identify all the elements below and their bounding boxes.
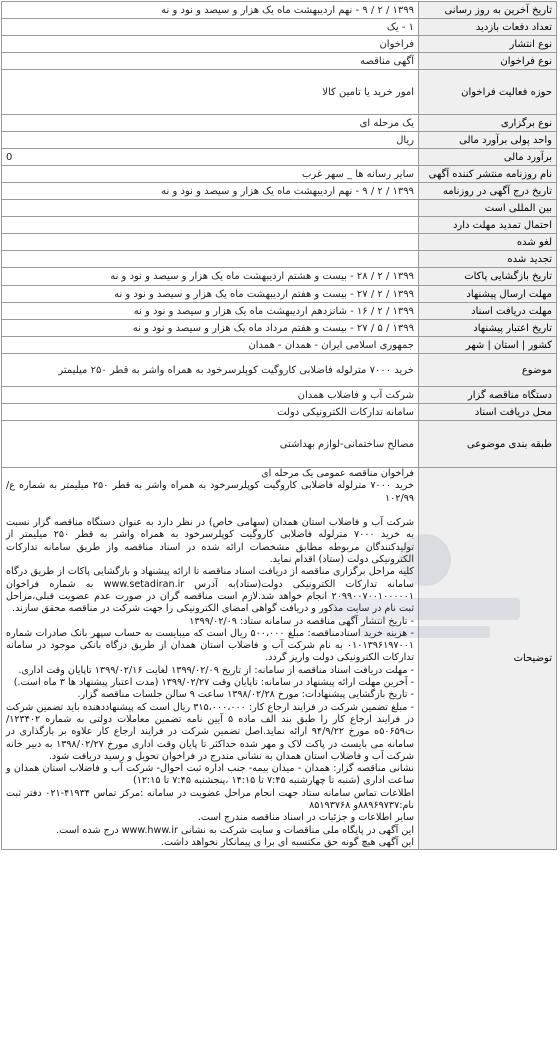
detail-row <box>2 53 557 70</box>
detail-row <box>2 387 557 404</box>
row-label: تاریخ بازگشایی پاکات <box>419 268 557 286</box>
detail-row <box>2 354 557 387</box>
row-value: ۱۳۹۹ / ۲ / ۲۷ - بیست و هفتم اردیبهشت ماه یک هزار و سیصد و نود و نه <box>2 286 419 303</box>
row-label: لغو شده <box>419 234 557 251</box>
row-value: ۱ - یک <box>2 19 419 36</box>
row-label: نوع برگزاری <box>419 115 557 132</box>
description-text <box>2 468 419 850</box>
row-label: طبقه بندی موضوعی <box>419 421 557 468</box>
row-label: کشور | استان | شهر <box>419 337 557 354</box>
description-paragraph: - تاریخ انتشار آگهی مناقصه در سامانه ستاد: ۱۳۹۹/۰۲/۰۹ <box>189 615 414 627</box>
row-label: بین المللی است <box>419 200 557 217</box>
detail-row <box>2 149 557 166</box>
description-paragraph: سایر اطلاعات و جزئیات در اسناد مناقصه مندرج است. <box>197 812 414 824</box>
description-paragraph: این آگهی هیچ گونه حق مکتسبه ای برا ی پیمانکار نخواهد داشت. <box>160 836 414 848</box>
description-paragraph: - هزینه خرید اسنادمناقصه: مبلغ ۵۰۰،۰۰۰ ریال است که میبایست به حساب سپهر بانک صادرات شماره ۰۱۰۱۳۹۶۱۹۷۰۰۱ به نام شرکت آب و فاضلاب استان همدان از طریق درگاه بانکی موجود در سامانه تدارکات الکترونیکی دولت واریز گردد. <box>6 627 414 664</box>
row-label: تجدید شده <box>419 251 557 268</box>
row-label: نوع فراخوان <box>419 53 557 70</box>
tender-details <box>1 1 557 850</box>
detail-row <box>2 337 557 354</box>
row-label: مهلت ارسال پیشنهاد <box>419 286 557 303</box>
row-value: آگهی مناقصه <box>2 53 419 70</box>
row-value: سایر رسانه ها _ سهر غرب <box>2 166 419 183</box>
description-paragraph: کلیه مراحل برگزاری مناقصه از دریافت اسناد مناقصه تا ارائه پیشنهاد و بازگشایی پاکات از طریق درگاه سامانه تدارکات الکترونیکی دولت(ستاد)به آدرس www.setadiran.ir به شماره فراخوان ۲۰۹۹۰۰۷۰۰۱۰۰۰۰۰۱ انجام خواهد شد.لازم است مناقصه گران در صورت عدم عضویت قبلی،مراحل ثبت نام در سایت مذکور و دریافت گواهی امضای الکترونیکی را جهت شرکت در مناقصه محقق سازند. <box>6 566 414 615</box>
row-value: یک مرحله ای <box>2 115 419 132</box>
row-value: ۱۳۹۹ / ۲ / ۱۶ - شانزدهم اردیبهشت ماه یک هزار و سیصد و نود و نه <box>2 303 419 320</box>
detail-row <box>2 70 557 115</box>
row-label: محل دریافت اسناد <box>419 404 557 421</box>
row-value <box>2 217 419 234</box>
row-value: ۱۳۹۹ / ۵ / ۲۷ - بیست و هفتم مرداد ماه یک هزار و سیصد و نود و نه <box>2 320 419 337</box>
description-row <box>2 468 557 850</box>
row-value: ریال <box>2 132 419 149</box>
row-value <box>2 251 419 268</box>
description-paragraph: اطلاعات تماس سامانه ستاد جهت انجام مراحل عضویت در سامانه :مرکز تماس ۴۱۹۳۴-۰۲۱ دفتر ثبت نام:۸۸۹۶۹۷۳۷و ۸۵۱۹۳۷۶۸ <box>6 787 414 812</box>
description-paragraph: فراخوان مناقصه عمومی یک مرحله ای <box>261 468 414 479</box>
row-label: واحد پولی برآورد مالی <box>419 132 557 149</box>
row-value: ۱۳۹۹ / ۲ / ۹ - نهم اردیبهشت ماه یک هزار و سیصد و نود و نه <box>2 2 419 19</box>
row-label: مهلت دریافت اسناد <box>419 303 557 320</box>
row-label: نام روزنامه منتشر کننده آگهی <box>419 166 557 183</box>
detail-row <box>2 36 557 53</box>
details-table <box>1 1 557 850</box>
detail-row <box>2 19 557 36</box>
detail-row <box>2 2 557 19</box>
row-label: تاریخ اعتبار پیشنهاد <box>419 320 557 337</box>
description-paragraph: نشانی مناقصه گزار: همدان - میدان بیمه- جنب اداره ثبت احوال- شرکت آب و فاضلاب استان همدان و ساعت اداری (شنبه تا چهارشنبه ۷:۴۵ تا ۱۴:۱۵ ،پنجشنبه ۷:۴۵ تا ۱۲:۱۵) <box>6 763 414 787</box>
row-label: تاریخ درج آگهی در روزنامه <box>419 183 557 200</box>
row-label: تاریخ آخرین به روز رسانی <box>419 2 557 19</box>
row-label: نوع انتشار <box>419 36 557 53</box>
row-value: خرید ۷۰۰۰ مترلوله فاضلابی کاروگیت کوپلرسرخود به همراه واشر به قطر ۲۵۰ میلیمتر <box>2 354 419 387</box>
description-paragraph: این آگهی در پایگاه ملی مناقصات و سایت شرکت به نشانی www.hww.ir درج شده است. <box>56 824 414 836</box>
description-label: توضیحات <box>419 468 557 850</box>
row-label: تعداد دفعات بازدید <box>419 19 557 36</box>
row-value: ۱۳۹۹ / ۲ / ۹ - نهم اردیبهشت ماه یک هزار و سیصد و نود و نه <box>2 183 419 200</box>
row-value: 0 <box>2 149 419 166</box>
description-paragraph: - آخرین مهلت ارائه پیشنهاد در سامانه: تاپایان وقت ۱۳۹۹/۰۲/۲۷ (مدت اعتبار پیشنهاد ها ۳ ماه است.) <box>13 677 414 689</box>
row-label: حوزه فعالیت فراخوان <box>419 70 557 115</box>
detail-row <box>2 166 557 183</box>
row-value: فراخوان <box>2 36 419 53</box>
row-value: سامانه تدارکات الکترونیکی دولت <box>2 404 419 421</box>
description-paragraph: - تاریخ بازگشایی پیشنهادات: مورخ ۱۳۹۸/۰۲/۲۸ ساعت ۹ سالن جلسات مناقصه گزار. <box>77 689 414 701</box>
row-label: موضوع <box>419 354 557 387</box>
detail-row <box>2 404 557 421</box>
description-paragraph: - مهلت دریافت اسناد مناقصه از سامانه: از تاریخ ۱۳۹۹/۰۲/۰۹ لغایت ۱۳۹۹/۰۲/۱۶ تاپایان وقت اداری. <box>18 664 414 676</box>
row-label: برآورد مالی <box>419 149 557 166</box>
detail-row <box>2 421 557 468</box>
detail-row <box>2 303 557 320</box>
row-value: امور خرید یا تامین کالا <box>2 70 419 115</box>
row-value: ۱۳۹۹ / ۲ / ۲۸ - بیست و هشتم اردیبهشت ماه یک هزار و سیصد و نود و نه <box>2 268 419 286</box>
detail-row <box>2 217 557 234</box>
detail-row <box>2 320 557 337</box>
detail-row <box>2 251 557 268</box>
detail-row <box>2 183 557 200</box>
description-paragraph <box>6 505 414 517</box>
row-value: مصالح ساختمانی-لوازم بهداشتی <box>2 421 419 468</box>
detail-row <box>2 286 557 303</box>
row-value: جمهوری اسلامی ایران - همدان - همدان <box>2 337 419 354</box>
description-paragraph: شرکت آب و فاضلاب استان همدان (سهامی خاص) در نظر دارد به عنوان دستگاه مناقصه گزار نسبت به خرید ۷۰۰۰ مترلوله فاضلابی کاروگیت کوپلرسرخود به همراه واشر به قطر ۲۵۰ میلیمتر از تولیدکنندگان مربوطه مطابق مشخصات ارائه شده در اسناد مناقصه واز طریق سامانه تدارکات الکترونیکی دولت (ستاد) اقدام نماید. <box>6 517 414 566</box>
row-value: شرکت آب و فاضلاب همدان <box>2 387 419 404</box>
detail-row <box>2 268 557 286</box>
detail-row <box>2 132 557 149</box>
description-paragraph: - مبلغ تضمین شرکت در فرایند ارجاع کار: ۳۱۵،۰۰۰،۰۰۰ ریال است که پیشنهاددهنده باید تضمین شرکت در فرایند ارجاع کار را طبق بند الف ماده ۵ آیین نامه تضمین معاملات دولتی به شماره ۱۲۳۴۰۲/ت۵۰۶۵۹ه مورخ ۹۴/۹/۲۲ ارائه نماید.اصل تضمین شرکت در فرایند ارجاع کار علاوه بر بارگذاری در سامانه می بایست در پاکت لاک و مهر شده حداکثر تا پایان وقت اداری مورخ ۱۳۹۸/۰۲/۲۷ به دبیر خانه شرکت آب و فاضلاب استان همدان به نشانی مندرج در فراخوان تحویل و رسید دریافت شود. <box>6 701 415 762</box>
detail-row <box>2 234 557 251</box>
detail-row <box>2 200 557 217</box>
row-value <box>2 200 419 217</box>
row-value <box>2 234 419 251</box>
row-label: دستگاه مناقصه گزار <box>419 387 557 404</box>
row-label: احتمال تمدید مهلت دارد <box>419 217 557 234</box>
detail-row <box>2 115 557 132</box>
description-paragraph: خرید ۷۰۰۰ مترلوله فاضلابی کاروگیت کوپلرسرخود به همراه واشر به قطر ۲۵۰ میلیمتر به شماره ع/۱۰۲/۹۹ <box>6 480 414 504</box>
